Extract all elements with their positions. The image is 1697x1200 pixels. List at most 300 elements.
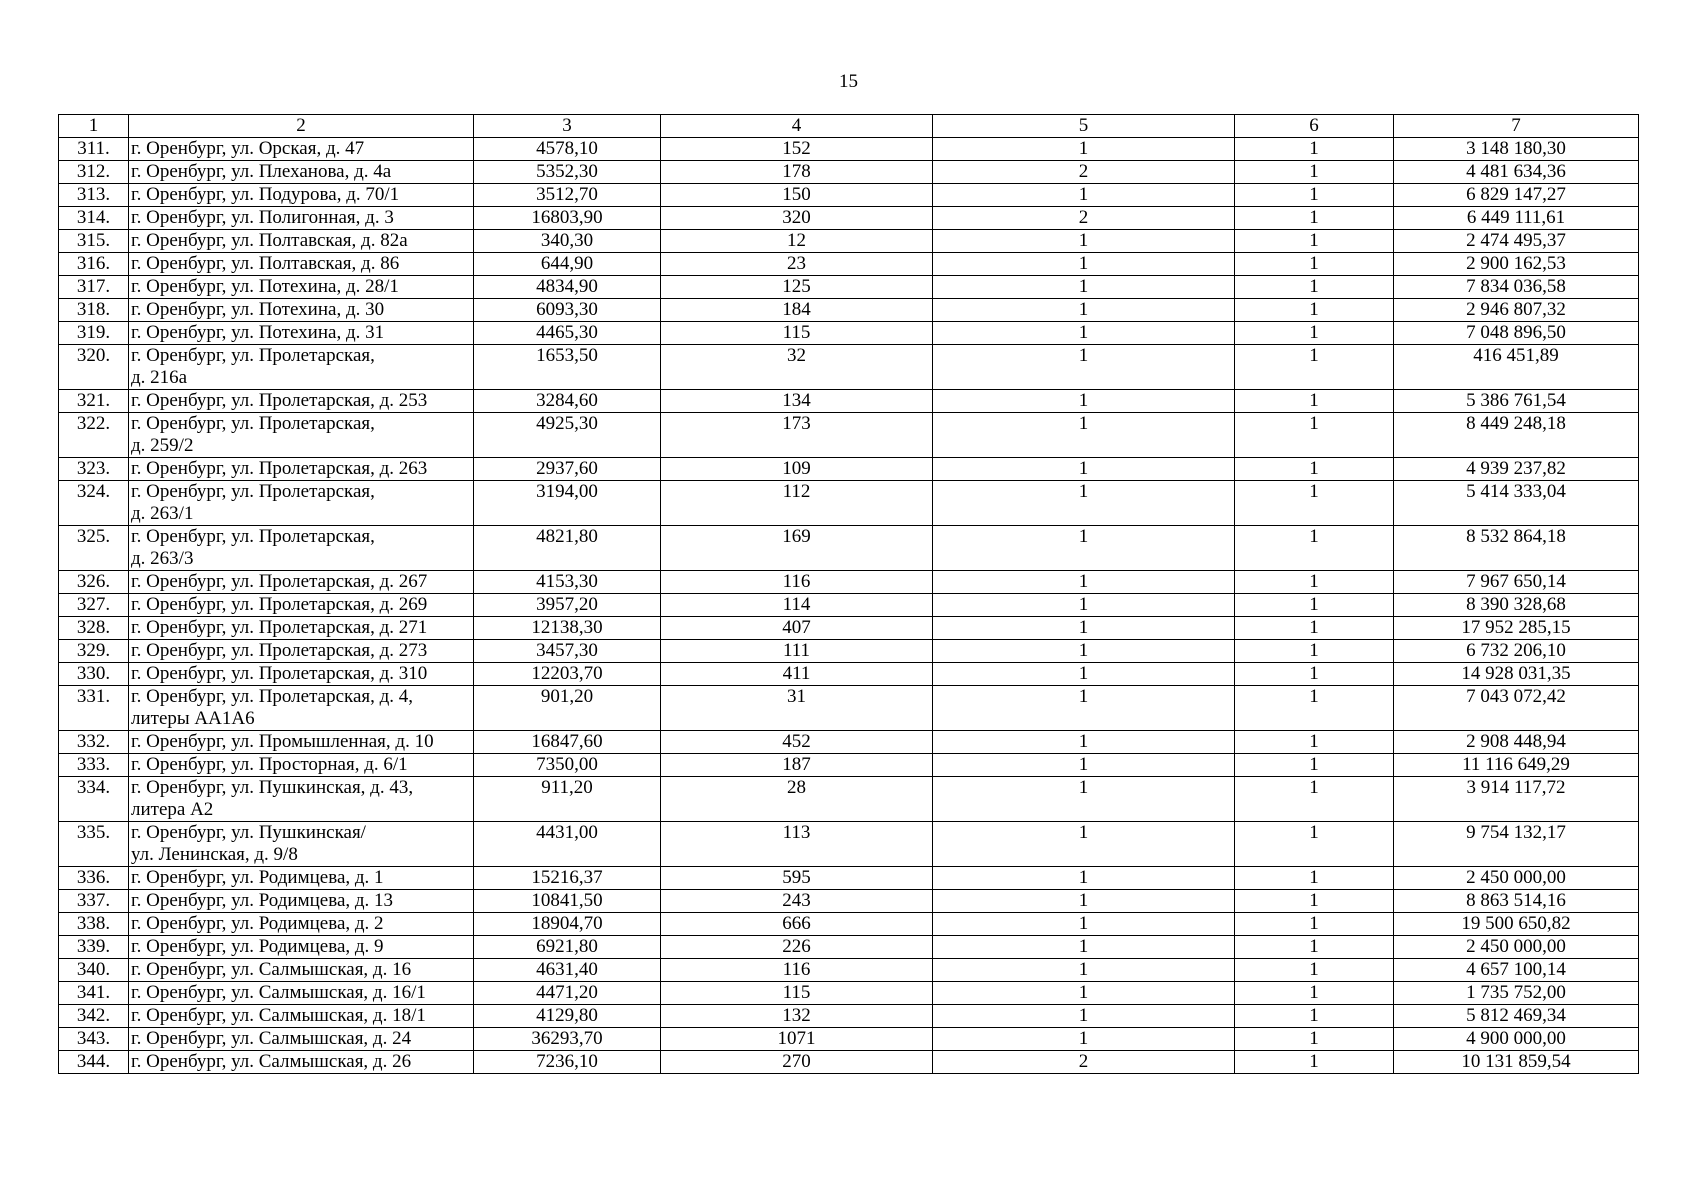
residents-cell: 113 <box>661 822 933 867</box>
row-number: 331. <box>59 686 129 731</box>
column-header-4: 4 <box>661 115 933 138</box>
sum-cell: 9 754 132,17 <box>1394 822 1639 867</box>
column-5-cell: 1 <box>933 1005 1235 1028</box>
column-6-cell: 1 <box>1235 481 1394 526</box>
table-row <box>59 184 1639 207</box>
column-6-cell: 1 <box>1235 890 1394 913</box>
address-line: г. Оренбург, ул. Родимцева, д. 9 <box>131 936 384 957</box>
residents-cell: 595 <box>661 867 933 890</box>
sum-cell: 4 900 000,00 <box>1394 1028 1639 1051</box>
sum-cell: 19 500 650,82 <box>1394 913 1639 936</box>
address-line: г. Оренбург, ул. Родимцева, д. 1 <box>131 867 384 888</box>
address-cell <box>129 754 474 777</box>
row-number: 312. <box>59 161 129 184</box>
column-5-cell: 1 <box>933 936 1235 959</box>
row-number: 314. <box>59 207 129 230</box>
table-row <box>59 913 1639 936</box>
column-5-cell: 1 <box>933 867 1235 890</box>
row-number: 317. <box>59 276 129 299</box>
column-6-cell: 1 <box>1235 594 1394 617</box>
table-row <box>59 754 1639 777</box>
table-row <box>59 161 1639 184</box>
address-cell <box>129 913 474 936</box>
area-cell: 4465,30 <box>474 322 661 345</box>
column-5-cell: 1 <box>933 640 1235 663</box>
sum-cell: 3 148 180,30 <box>1394 138 1639 161</box>
column-6-cell: 1 <box>1235 161 1394 184</box>
column-6-cell: 1 <box>1235 207 1394 230</box>
table-row <box>59 777 1639 822</box>
address-line: г. Оренбург, ул. Потехина, д. 31 <box>131 322 385 343</box>
column-5-cell: 1 <box>933 299 1235 322</box>
sum-cell: 2 900 162,53 <box>1394 253 1639 276</box>
row-number: 343. <box>59 1028 129 1051</box>
area-cell: 3957,20 <box>474 594 661 617</box>
address-cell <box>129 890 474 913</box>
residents-cell: 226 <box>661 936 933 959</box>
sum-cell: 5 812 469,34 <box>1394 1005 1639 1028</box>
column-6-cell: 1 <box>1235 777 1394 822</box>
column-6-cell: 1 <box>1235 822 1394 867</box>
address-line: г. Оренбург, ул. Пушкинская, д. 43, <box>131 777 414 798</box>
address-line: г. Оренбург, ул. Пролетарская, д. 273 <box>131 640 428 661</box>
sum-cell: 416 451,89 <box>1394 345 1639 390</box>
area-cell: 4471,20 <box>474 982 661 1005</box>
row-number: 329. <box>59 640 129 663</box>
table-row <box>59 686 1639 731</box>
column-number-row <box>59 115 1639 138</box>
column-5-cell: 1 <box>933 390 1235 413</box>
residents-cell: 112 <box>661 481 933 526</box>
area-cell: 3457,30 <box>474 640 661 663</box>
address-line: г. Оренбург, ул. Плеханова, д. 4а <box>131 161 392 182</box>
row-number: 323. <box>59 458 129 481</box>
address-cell <box>129 1005 474 1028</box>
column-6-cell: 1 <box>1235 138 1394 161</box>
address-line: г. Оренбург, ул. Родимцева, д. 13 <box>131 890 394 911</box>
address-cell <box>129 345 474 390</box>
column-6-cell: 1 <box>1235 982 1394 1005</box>
column-5-cell: 1 <box>933 413 1235 458</box>
table-row <box>59 458 1639 481</box>
row-number: 339. <box>59 936 129 959</box>
residents-cell: 407 <box>661 617 933 640</box>
column-5-cell: 1 <box>933 138 1235 161</box>
column-6-cell: 1 <box>1235 345 1394 390</box>
address-cell <box>129 207 474 230</box>
column-6-cell: 1 <box>1235 1028 1394 1051</box>
column-5-cell: 1 <box>933 663 1235 686</box>
row-number: 328. <box>59 617 129 640</box>
column-header-7: 7 <box>1394 115 1639 138</box>
row-number: 316. <box>59 253 129 276</box>
column-6-cell: 1 <box>1235 184 1394 207</box>
row-number: 332. <box>59 731 129 754</box>
column-6-cell: 1 <box>1235 663 1394 686</box>
residents-cell: 173 <box>661 413 933 458</box>
column-5-cell: 1 <box>933 253 1235 276</box>
residents-cell: 116 <box>661 571 933 594</box>
table-row <box>59 959 1639 982</box>
column-5-cell: 1 <box>933 731 1235 754</box>
column-5-cell: 1 <box>933 322 1235 345</box>
table-row <box>59 640 1639 663</box>
address-cell <box>129 640 474 663</box>
residents-cell: 178 <box>661 161 933 184</box>
row-number: 344. <box>59 1051 129 1074</box>
address-line: г. Оренбург, ул. Пролетарская, <box>131 481 375 502</box>
column-6-cell: 1 <box>1235 571 1394 594</box>
column-6-cell: 1 <box>1235 959 1394 982</box>
row-number: 327. <box>59 594 129 617</box>
address-cell <box>129 617 474 640</box>
residents-cell: 320 <box>661 207 933 230</box>
address-line: г. Оренбург, ул. Промышленная, д. 10 <box>131 731 434 752</box>
row-number: 325. <box>59 526 129 571</box>
column-6-cell: 1 <box>1235 413 1394 458</box>
address-line: г. Оренбург, ул. Просторная, д. 6/1 <box>131 754 408 775</box>
area-cell: 5352,30 <box>474 161 661 184</box>
column-header-2: 2 <box>129 115 474 138</box>
area-cell: 3194,00 <box>474 481 661 526</box>
sum-cell: 8 532 864,18 <box>1394 526 1639 571</box>
row-number: 338. <box>59 913 129 936</box>
sum-cell: 7 834 036,58 <box>1394 276 1639 299</box>
address-cell <box>129 299 474 322</box>
address-line: г. Оренбург, ул. Салмышская, д. 16 <box>131 959 412 980</box>
area-cell: 3284,60 <box>474 390 661 413</box>
column-6-cell: 1 <box>1235 754 1394 777</box>
area-cell: 901,20 <box>474 686 661 731</box>
sum-cell: 4 657 100,14 <box>1394 959 1639 982</box>
register-body <box>59 115 1639 1074</box>
address-line: г. Оренбург, ул. Подурова, д. 70/1 <box>131 184 400 205</box>
column-6-cell: 1 <box>1235 686 1394 731</box>
address-cell <box>129 936 474 959</box>
sum-cell: 8 863 514,16 <box>1394 890 1639 913</box>
address-line: д. 259/2 <box>131 435 194 456</box>
address-line: г. Оренбург, ул. Пролетарская, д. 253 <box>131 390 428 411</box>
residents-cell: 109 <box>661 458 933 481</box>
register-table <box>58 114 1639 1074</box>
table-row <box>59 299 1639 322</box>
residents-cell: 270 <box>661 1051 933 1074</box>
row-number: 341. <box>59 982 129 1005</box>
address-line: г. Оренбург, ул. Полтавская, д. 82а <box>131 230 408 251</box>
area-cell: 18904,70 <box>474 913 661 936</box>
area-cell: 16803,90 <box>474 207 661 230</box>
table-row <box>59 1051 1639 1074</box>
column-6-cell: 1 <box>1235 1005 1394 1028</box>
residents-cell: 114 <box>661 594 933 617</box>
address-line: г. Оренбург, ул. Родимцева, д. 2 <box>131 913 384 934</box>
address-line: д. 263/1 <box>131 503 194 524</box>
address-cell <box>129 161 474 184</box>
area-cell: 36293,70 <box>474 1028 661 1051</box>
sum-cell: 4 481 634,36 <box>1394 161 1639 184</box>
address-cell <box>129 867 474 890</box>
address-cell <box>129 731 474 754</box>
column-header-3: 3 <box>474 115 661 138</box>
row-number: 326. <box>59 571 129 594</box>
row-number: 342. <box>59 1005 129 1028</box>
row-number: 322. <box>59 413 129 458</box>
address-cell <box>129 982 474 1005</box>
sum-cell: 6 449 111,61 <box>1394 207 1639 230</box>
address-line: д. 216а <box>131 367 188 388</box>
row-number: 330. <box>59 663 129 686</box>
area-cell: 911,20 <box>474 777 661 822</box>
area-cell: 12138,30 <box>474 617 661 640</box>
address-line: г. Оренбург, ул. Полтавская, д. 86 <box>131 253 400 274</box>
column-5-cell: 2 <box>933 161 1235 184</box>
residents-cell: 152 <box>661 138 933 161</box>
area-cell: 4821,80 <box>474 526 661 571</box>
address-cell <box>129 1051 474 1074</box>
row-number: 336. <box>59 867 129 890</box>
residents-cell: 150 <box>661 184 933 207</box>
column-5-cell: 2 <box>933 207 1235 230</box>
row-number: 334. <box>59 777 129 822</box>
column-header-6: 6 <box>1235 115 1394 138</box>
column-5-cell: 1 <box>933 982 1235 1005</box>
area-cell: 4578,10 <box>474 138 661 161</box>
row-number: 333. <box>59 754 129 777</box>
address-cell <box>129 458 474 481</box>
column-5-cell: 1 <box>933 481 1235 526</box>
address-cell <box>129 959 474 982</box>
column-6-cell: 1 <box>1235 322 1394 345</box>
address-cell <box>129 184 474 207</box>
row-number: 319. <box>59 322 129 345</box>
column-6-cell: 1 <box>1235 913 1394 936</box>
table-row <box>59 322 1639 345</box>
column-6-cell: 1 <box>1235 230 1394 253</box>
table-row <box>59 594 1639 617</box>
row-number: 337. <box>59 890 129 913</box>
page-number: 15 <box>839 71 858 92</box>
sum-cell: 6 732 206,10 <box>1394 640 1639 663</box>
residents-cell: 12 <box>661 230 933 253</box>
sum-cell: 6 829 147,27 <box>1394 184 1639 207</box>
sum-cell: 17 952 285,15 <box>1394 617 1639 640</box>
sum-cell: 2 450 000,00 <box>1394 936 1639 959</box>
table-row <box>59 867 1639 890</box>
address-line: г. Оренбург, ул. Пролетарская, <box>131 413 375 434</box>
residents-cell: 134 <box>661 390 933 413</box>
table-row <box>59 890 1639 913</box>
address-cell <box>129 253 474 276</box>
sum-cell: 7 043 072,42 <box>1394 686 1639 731</box>
address-cell <box>129 594 474 617</box>
column-5-cell: 1 <box>933 822 1235 867</box>
address-line: г. Оренбург, ул. Пушкинская/ <box>131 822 366 843</box>
residents-cell: 243 <box>661 890 933 913</box>
column-5-cell: 1 <box>933 777 1235 822</box>
sum-cell: 3 914 117,72 <box>1394 777 1639 822</box>
address-line: г. Оренбург, ул. Пролетарская, д. 269 <box>131 594 428 615</box>
sum-cell: 4 939 237,82 <box>1394 458 1639 481</box>
sum-cell: 14 928 031,35 <box>1394 663 1639 686</box>
table-row <box>59 481 1639 526</box>
residents-cell: 111 <box>661 640 933 663</box>
address-cell <box>129 686 474 731</box>
address-cell <box>129 322 474 345</box>
address-line: г. Оренбург, ул. Пролетарская, д. 271 <box>131 617 428 638</box>
column-5-cell: 2 <box>933 1051 1235 1074</box>
column-5-cell: 1 <box>933 1028 1235 1051</box>
table-row <box>59 1028 1639 1051</box>
address-line: г. Оренбург, ул. Салмышская, д. 24 <box>131 1028 412 1049</box>
area-cell: 7236,10 <box>474 1051 661 1074</box>
area-cell: 340,30 <box>474 230 661 253</box>
row-number: 340. <box>59 959 129 982</box>
column-header-5: 5 <box>933 115 1235 138</box>
table-row <box>59 617 1639 640</box>
row-number: 335. <box>59 822 129 867</box>
column-5-cell: 1 <box>933 345 1235 390</box>
row-number: 324. <box>59 481 129 526</box>
address-cell <box>129 526 474 571</box>
table-row <box>59 982 1639 1005</box>
column-6-cell: 1 <box>1235 276 1394 299</box>
residents-cell: 115 <box>661 982 933 1005</box>
column-6-cell: 1 <box>1235 731 1394 754</box>
address-line: г. Оренбург, ул. Орская, д. 47 <box>131 138 365 159</box>
column-6-cell: 1 <box>1235 936 1394 959</box>
column-5-cell: 1 <box>933 617 1235 640</box>
address-line: г. Оренбург, ул. Пролетарская, д. 310 <box>131 663 428 684</box>
column-5-cell: 1 <box>933 184 1235 207</box>
table-row <box>59 663 1639 686</box>
sum-cell: 11 116 649,29 <box>1394 754 1639 777</box>
address-cell <box>129 663 474 686</box>
residents-cell: 1071 <box>661 1028 933 1051</box>
address-line: г. Оренбург, ул. Салмышская, д. 26 <box>131 1051 412 1072</box>
area-cell: 4631,40 <box>474 959 661 982</box>
sum-cell: 2 474 495,37 <box>1394 230 1639 253</box>
area-cell: 2937,60 <box>474 458 661 481</box>
area-cell: 6921,80 <box>474 936 661 959</box>
address-cell <box>129 390 474 413</box>
column-5-cell: 1 <box>933 571 1235 594</box>
address-cell <box>129 230 474 253</box>
address-line: г. Оренбург, ул. Пролетарская, <box>131 345 375 366</box>
address-cell <box>129 138 474 161</box>
address-line: литеры АА1А6 <box>131 708 255 729</box>
column-5-cell: 1 <box>933 276 1235 299</box>
column-5-cell: 1 <box>933 913 1235 936</box>
table-row <box>59 345 1639 390</box>
row-number: 320. <box>59 345 129 390</box>
address-line: г. Оренбург, ул. Салмышская, д. 16/1 <box>131 982 426 1003</box>
column-5-cell: 1 <box>933 959 1235 982</box>
column-6-cell: 1 <box>1235 640 1394 663</box>
address-line: литера А2 <box>131 799 214 820</box>
residents-cell: 125 <box>661 276 933 299</box>
area-cell: 644,90 <box>474 253 661 276</box>
area-cell: 12203,70 <box>474 663 661 686</box>
residents-cell: 411 <box>661 663 933 686</box>
residents-cell: 666 <box>661 913 933 936</box>
area-cell: 4129,80 <box>474 1005 661 1028</box>
column-header-1: 1 <box>59 115 129 138</box>
table-row <box>59 731 1639 754</box>
area-cell: 3512,70 <box>474 184 661 207</box>
address-line: г. Оренбург, ул. Потехина, д. 30 <box>131 299 385 320</box>
column-5-cell: 1 <box>933 526 1235 571</box>
area-cell: 4925,30 <box>474 413 661 458</box>
column-5-cell: 1 <box>933 686 1235 731</box>
area-cell: 7350,00 <box>474 754 661 777</box>
table-row <box>59 526 1639 571</box>
sum-cell: 2 946 807,32 <box>1394 299 1639 322</box>
residents-cell: 32 <box>661 345 933 390</box>
table-row <box>59 276 1639 299</box>
sum-cell: 5 386 761,54 <box>1394 390 1639 413</box>
column-5-cell: 1 <box>933 594 1235 617</box>
address-cell <box>129 276 474 299</box>
sum-cell: 1 735 752,00 <box>1394 982 1639 1005</box>
sum-cell: 7 048 896,50 <box>1394 322 1639 345</box>
residents-cell: 184 <box>661 299 933 322</box>
column-6-cell: 1 <box>1235 299 1394 322</box>
sum-cell: 2 450 000,00 <box>1394 867 1639 890</box>
address-cell <box>129 1028 474 1051</box>
address-cell <box>129 822 474 867</box>
area-cell: 4431,00 <box>474 822 661 867</box>
table-row <box>59 207 1639 230</box>
table-row <box>59 936 1639 959</box>
row-number: 313. <box>59 184 129 207</box>
column-6-cell: 1 <box>1235 526 1394 571</box>
residents-cell: 31 <box>661 686 933 731</box>
column-5-cell: 1 <box>933 754 1235 777</box>
address-cell <box>129 571 474 594</box>
row-number: 318. <box>59 299 129 322</box>
column-6-cell: 1 <box>1235 1051 1394 1074</box>
area-cell: 6093,30 <box>474 299 661 322</box>
column-6-cell: 1 <box>1235 458 1394 481</box>
sum-cell: 10 131 859,54 <box>1394 1051 1639 1074</box>
residents-cell: 115 <box>661 322 933 345</box>
sum-cell: 2 908 448,94 <box>1394 731 1639 754</box>
table-row <box>59 413 1639 458</box>
table-row <box>59 571 1639 594</box>
address-line: г. Оренбург, ул. Потехина, д. 28/1 <box>131 276 399 297</box>
table-row <box>59 822 1639 867</box>
residents-cell: 23 <box>661 253 933 276</box>
address-line: ул. Ленинская, д. 9/8 <box>131 844 298 865</box>
address-line: г. Оренбург, ул. Пролетарская, <box>131 526 375 547</box>
sum-cell: 8 390 328,68 <box>1394 594 1639 617</box>
address-line: д. 263/3 <box>131 548 194 569</box>
address-line: г. Оренбург, ул. Пролетарская, д. 263 <box>131 458 428 479</box>
table-row <box>59 1005 1639 1028</box>
residents-cell: 169 <box>661 526 933 571</box>
sum-cell: 7 967 650,14 <box>1394 571 1639 594</box>
column-6-cell: 1 <box>1235 390 1394 413</box>
column-5-cell: 1 <box>933 458 1235 481</box>
residents-cell: 132 <box>661 1005 933 1028</box>
address-cell <box>129 413 474 458</box>
address-cell <box>129 777 474 822</box>
column-5-cell: 1 <box>933 890 1235 913</box>
table-row <box>59 253 1639 276</box>
row-number: 311. <box>59 138 129 161</box>
row-number: 321. <box>59 390 129 413</box>
column-5-cell: 1 <box>933 230 1235 253</box>
